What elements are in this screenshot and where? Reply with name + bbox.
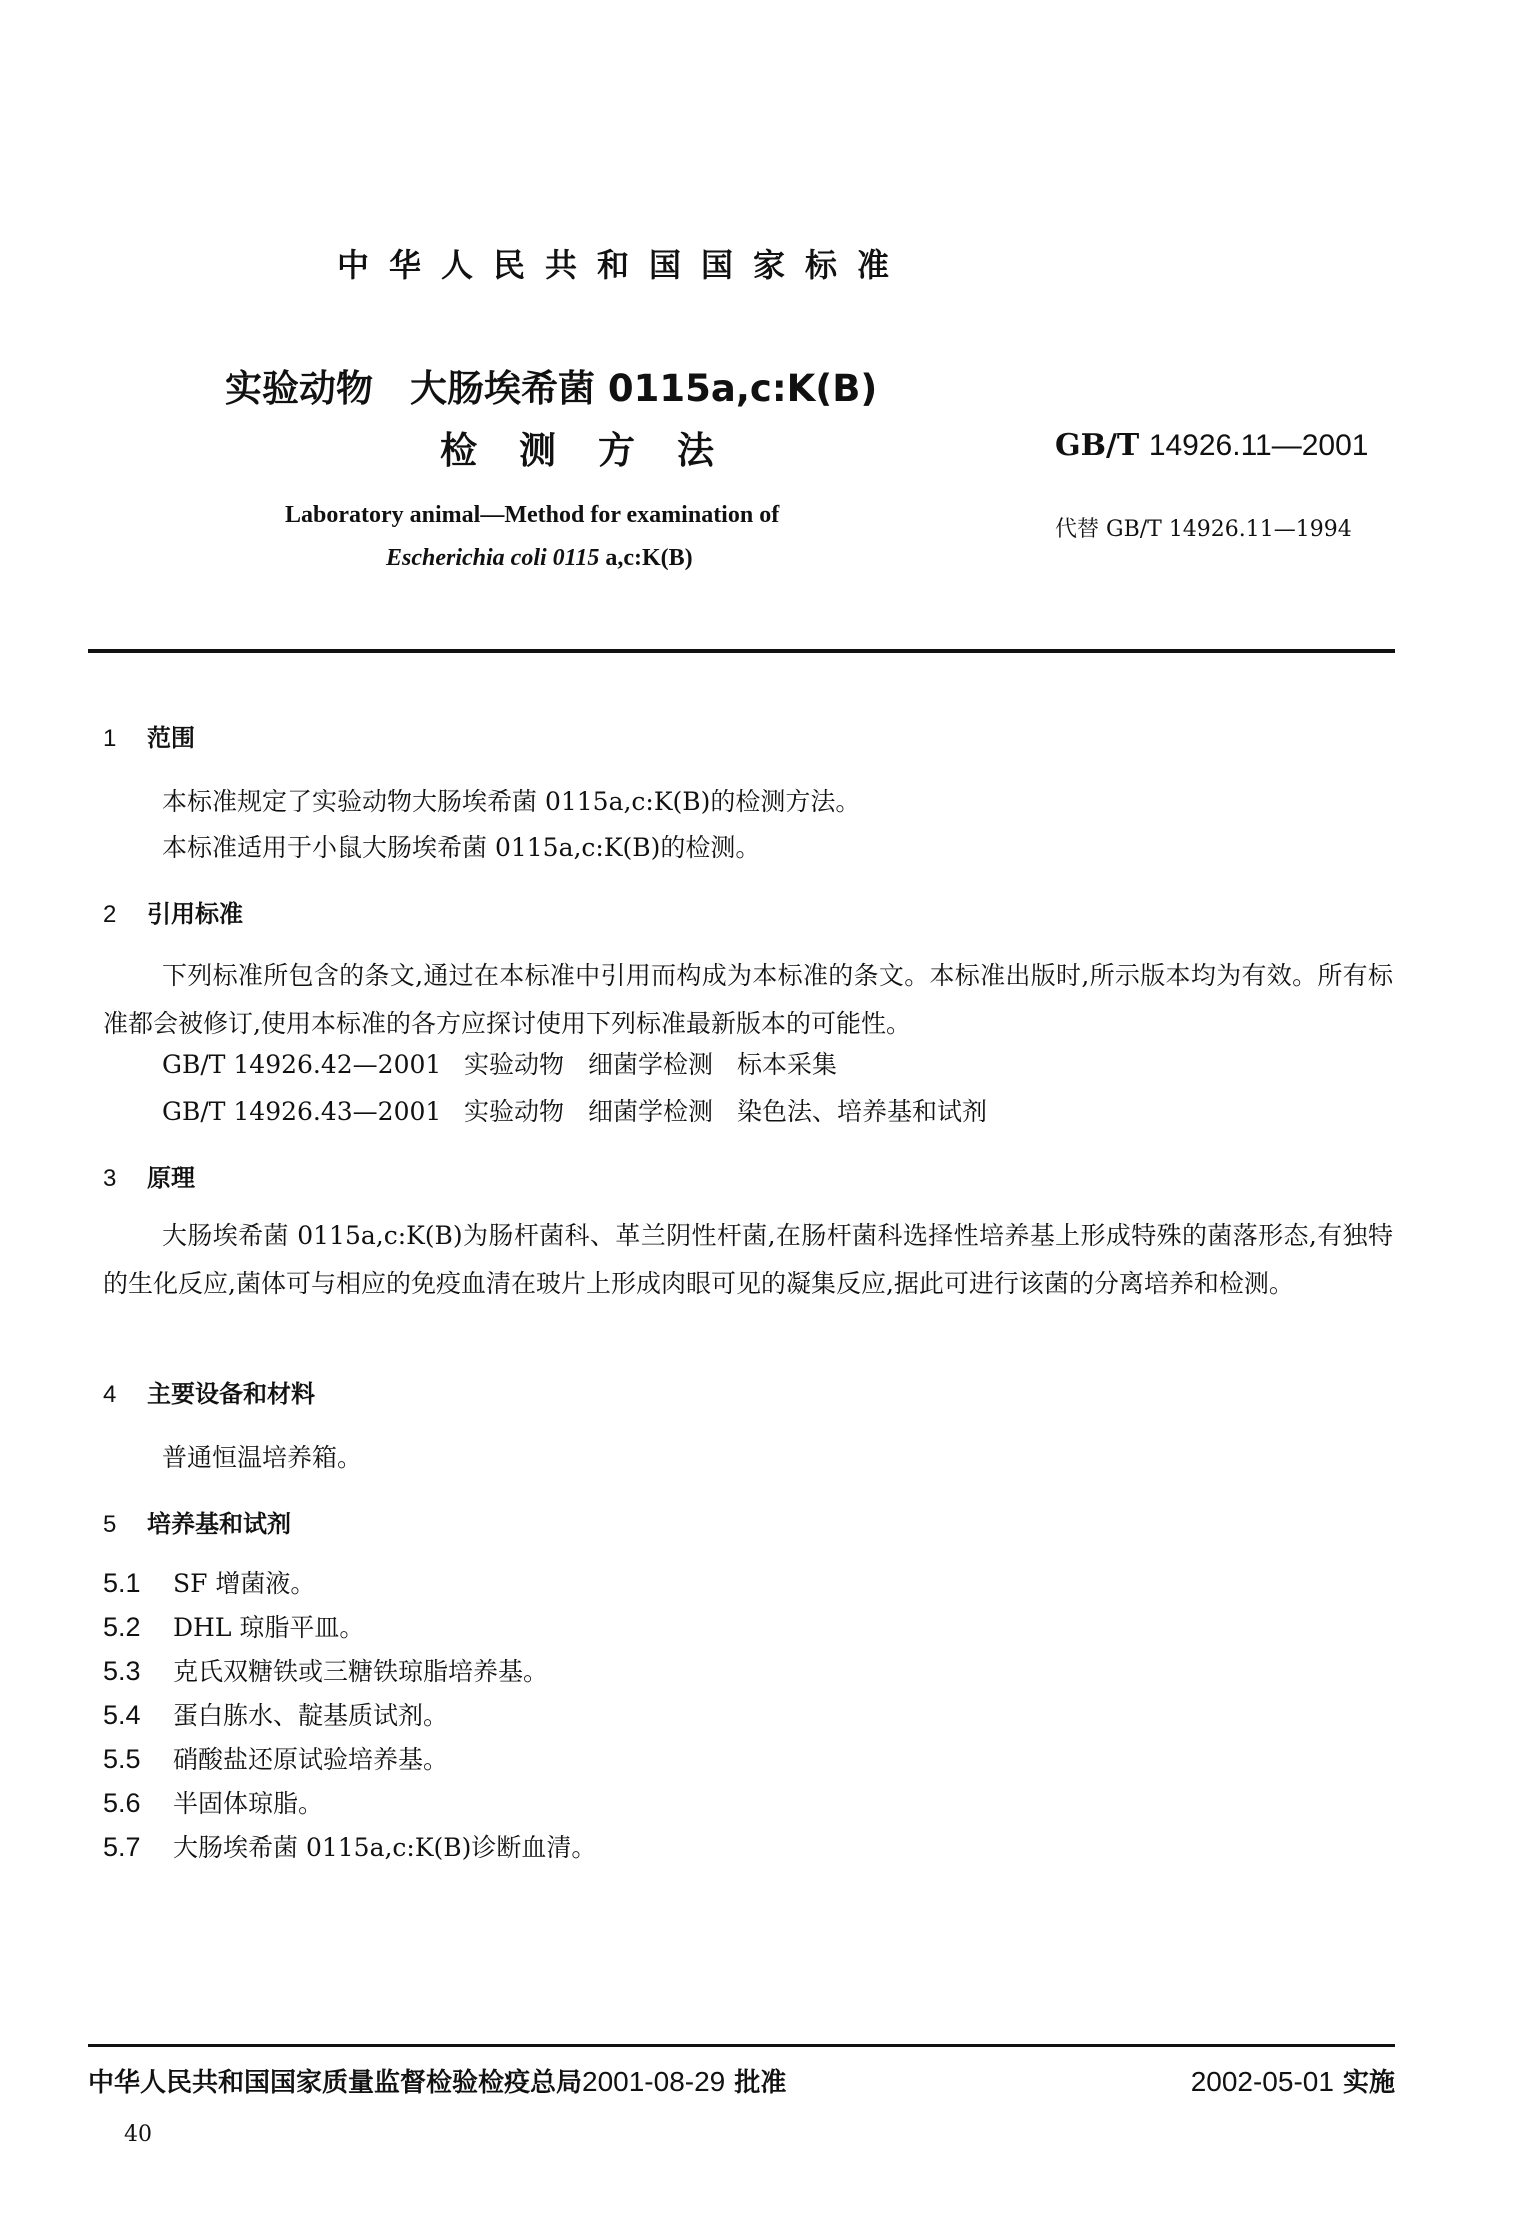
effective-date: 2002-05-01 [1190, 2066, 1334, 2097]
document-title: 实验动物 大肠埃希菌 0115a,c:K(B) [225, 367, 878, 410]
reference-part: 染色法、培养基和试剂 [737, 1097, 988, 1126]
species-name: Escherichia coli 0115 [386, 545, 600, 571]
paragraph-line: 普通恒温培养箱。 [162, 1443, 363, 1472]
standard-code [1055, 428, 1368, 463]
paragraph: 下列标准所包含的条文,通过在本标准中引用而构成为本标准的条文。本标准出版时,所示版本均为有效。所有标准都会被修订,使用本标准的各方应探讨使用下列标准最新版本的可能性。 [103, 961, 1393, 1038]
item-number: 5.4 [103, 1700, 141, 1730]
standard-code-number: 14926.11—2001 [1148, 429, 1369, 462]
approval-line [88, 2062, 786, 2099]
item-text: 克氏双糖铁或三糖铁琼脂培养基。 [173, 1657, 549, 1686]
section-number: 5 [103, 1511, 117, 1538]
list-item [103, 1784, 323, 1820]
section-title: 主要设备和材料 [147, 1380, 315, 1408]
item-number: 5.2 [103, 1612, 141, 1642]
standard-code-prefix: GB/T [1055, 428, 1140, 463]
paragraph-line: 本标准适用于小鼠大肠埃希菌 0115a,c:K(B)的检测。 [162, 833, 761, 862]
section-number: 1 [103, 725, 117, 752]
reference-part: 细菌学检测 [588, 1050, 714, 1079]
page-number: 40 [124, 2122, 152, 2147]
list-item [103, 1564, 315, 1600]
item-text: 硝酸盐还原试验培养基。 [173, 1745, 449, 1774]
item-number: 5.6 [103, 1788, 141, 1818]
english-title-line2 [386, 545, 693, 572]
serotype: a,c:K(B) [599, 545, 693, 571]
section-title: 引用标准 [147, 900, 243, 928]
list-item [103, 1740, 448, 1776]
section-heading [103, 1504, 291, 1539]
section-number: 4 [103, 1381, 117, 1408]
reference-part: 标本采集 [737, 1050, 838, 1079]
reference-item [162, 1092, 1011, 1128]
item-number: 5.3 [103, 1656, 141, 1686]
item-number: 5.5 [103, 1744, 141, 1774]
reference-item [162, 1045, 861, 1081]
national-standard-heading: 中华人民共和国国家标准 [337, 246, 910, 284]
paragraph-line: 本标准规定了实验动物大肠埃希菌 0115a,c:K(B)的检测方法。 [162, 787, 861, 816]
section-heading [103, 894, 243, 929]
section-title: 范围 [147, 724, 195, 752]
item-number: 5.1 [103, 1568, 141, 1598]
reference-code: GB/T 14926.42—2001 [162, 1050, 442, 1079]
english-title: Laboratory animal—Method for examination of [285, 502, 780, 528]
reference-part: 实验动物 [464, 1097, 565, 1126]
section-number: 3 [103, 1165, 117, 1192]
list-item [103, 1696, 448, 1732]
reference-part: 细菌学检测 [588, 1097, 714, 1126]
document-title-line2: 检测方法 [440, 429, 756, 472]
section-heading [103, 718, 195, 753]
header-divider [88, 649, 1395, 653]
replaces-standard: 代替 GB/T 14926.11—1994 [1055, 517, 1352, 542]
item-text: 蛋白胨水、靛基质试剂。 [173, 1701, 449, 1730]
effective-label: 实施 [1342, 2068, 1395, 2098]
effective-line [1191, 2062, 1395, 2099]
approval-label: 批准 [734, 2068, 787, 2098]
issuer: 中华人民共和国国家质量监督检验检疫总局 [88, 2068, 583, 2098]
paragraph: 大肠埃希菌 0115a,c:K(B)为肠杆菌科、革兰阴性杆菌,在肠杆菌科选择性培养基上形成特殊的菌落形态,有独特的生化反应,菌体可与相应的免疫血清在玻片上形成肉眼可见的凝集反应,据此可进行该菌的分离培养和检测。 [103, 1221, 1393, 1298]
list-item [103, 1828, 596, 1864]
approval-date: 2001-08-29 [582, 2066, 726, 2097]
item-text: 大肠埃希菌 0115a,c:K(B)诊断血清。 [173, 1833, 597, 1862]
item-text: DHL 琼脂平皿。 [173, 1613, 365, 1642]
reference-part: 实验动物 [464, 1050, 565, 1079]
item-text: SF 增菌液。 [173, 1569, 316, 1598]
reference-code: GB/T 14926.43—2001 [162, 1097, 442, 1126]
item-text: 半固体琼脂。 [173, 1789, 324, 1818]
section-title: 原理 [147, 1164, 195, 1192]
section-title: 培养基和试剂 [147, 1510, 291, 1538]
list-item [103, 1608, 364, 1644]
item-number: 5.7 [103, 1832, 141, 1862]
section-number: 2 [103, 901, 117, 928]
footer-divider [88, 2044, 1395, 2047]
section-heading [103, 1158, 195, 1193]
section-heading [103, 1374, 315, 1409]
list-item [103, 1652, 548, 1688]
